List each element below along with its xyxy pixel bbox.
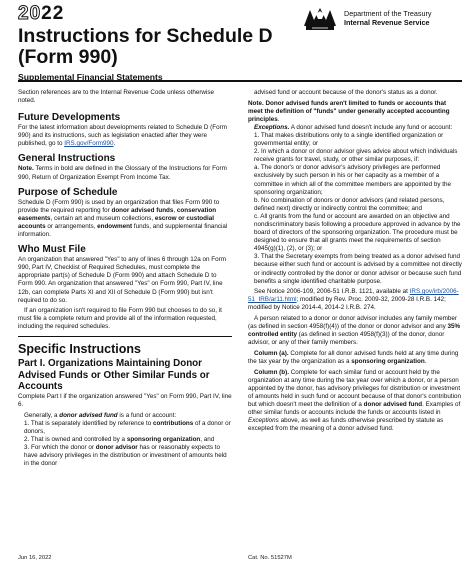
future-developments-text: For the latest information about developments related to Schedule D (Form 990) and its instructions, such as legislation enacted after they were published, go to IRS.gov/Form990. <box>18 124 227 148</box>
column-a-text: Column (a). Complete for all donor advised funds held at any time during the tax year by the organization as a sponsoring organization. <box>248 349 459 365</box>
column-b-text: Column (b). Complete for each similar fund or account held by the organization at any time during the tax year over which a donor, or a person appointed by the donor, has advisory privileges for distribution or investment of amounts held in such fund or account because of that donor's contribution but which doesn't meet the definition of a donor advised fund. Examples of other similar funds or accounts include the funds or accounts listed in Exceptions above, as well as funds otherwise prescribed by statute as excepted from the meaning of a donor advised fund. <box>248 368 461 433</box>
future-developments-heading: Future Developments <box>18 112 121 124</box>
notice-reference: See Notice 2006-109, 2006-51 I.R.B. 1121, available at IRS.gov/irb/2006-51_IRB/ar11.html; modified by Rev. Proc. 2009-32, 2009-28 I.R.B. 142; modified by Notice 2014-4, 2014-2 I.R.B. 274. <box>248 288 459 312</box>
who-must-file-text-2: If an organization isn't required to file Form 990 but chooses to do so, it must file a complete return and provide all of the information requested, including the required schedules. <box>18 307 222 331</box>
intro-text: Section references are to the Internal Revenue Code unless otherwise noted. <box>18 89 215 105</box>
irb-notice-link[interactable]: IRS.gov/irb/2006-51_IRB/ar11.html <box>248 288 459 304</box>
exception-item-1: 1. That makes distributions only to a single identified organization or governmental entity; or <box>254 131 444 148</box>
who-must-file-heading: Who Must File <box>18 244 86 256</box>
definition-item-3: 3. For which the donor or donor advisor has or reasonably expects to have advisory privileges in the distribution or investment of amounts held in the donor <box>24 444 227 468</box>
donor-advised-fund-definition: Generally, a donor advised fund is a fund or account: <box>24 411 177 419</box>
definition-item-1: 1. That is separately identified by reference to contributions of a donor or donors, <box>24 419 231 435</box>
part1-heading: Part I. Organizations Maintaining Donor Advised Funds or Other Similar Funds or Accounts <box>18 358 210 393</box>
who-must-file-text: An organization that answered "Yes" to any of lines 6 through 12a on Form 990, Part IV, Checklist of Required Schedules, must complete the appropriate part(s) of Schedule D (Form 990) and attach Schedule D to Form 990. An organization that answered "Yes" on Form 990, Part IV, line 12b, can complete Parts XI and XII of Schedule D (Form 990) but isn't required to do so. <box>18 256 226 304</box>
document-title: Instructions for Schedule D (Form 990) <box>18 25 273 68</box>
section-divider <box>18 336 232 337</box>
exception-item-2: 2. In which a donor or donor advisor gives advice about which individuals receive grants for travel, study, or other similar purposes, if: <box>254 148 458 164</box>
exception-item-2c: c. All grants from the fund or account are awarded on an objective and nondiscriminatory basis following a procedure approved in advance by the board of directors of the sponsoring organization. The procedure must be designed to ensure that all grants meet the requirements of section 4945(g)(1), (2), or (3); or <box>254 212 461 253</box>
exception-item-3: 3. That the Secretary exempts from being treated as a donor advised fund because either such fund or account is advised by a committee not directly or indirectly controlled by the donor or donor advisor or because such fund benefits a single identified charitable purpose. <box>254 253 462 285</box>
exception-item-2a: a. The donor's or donor advisor's advisory privileges are performed exclusively by such person in his or her capacity as a member of a committee in which all of the committee members are appointed by the sponsoring organization; <box>254 164 452 196</box>
irs-form990-link[interactable]: IRS.gov/Form990 <box>64 140 114 148</box>
specific-instructions-heading: Specific Instructions <box>18 342 141 357</box>
left-column <box>18 89 232 468</box>
purpose-heading: Purpose of Schedule <box>18 186 118 198</box>
exceptions-text: Exceptions. A donor advised fund doesn't include any fund or account: <box>254 123 453 131</box>
irs-eagle-logo-icon <box>302 6 338 32</box>
purpose-text: Schedule D (Form 990) is used by an organization that files Form 990 to provide the required reporting for donor advised funds, conservation easements, certain art and museum collections, escrow or custodial accounts or arrangements, endowment funds, and supplemental financial information. <box>18 198 228 239</box>
footer-date: Jun 16, 2022 <box>18 555 52 561</box>
related-person-text: A person related to a donor or donor advisor includes any family member (as defined in section 4958(f)(4)) of the donor or donor advisor and any 35% controlled entity (as defined in section 4958(f)(3)) of the donor, donor advisor, or any of their family members. <box>248 315 461 347</box>
department-name: Department of the Treasury <box>344 9 432 18</box>
agency-name: Internal Revenue Service <box>344 18 430 27</box>
exception-item-2b: b. No combination of donors or donor advisors (and related persons, defined next) directly or indirectly control the committee; and <box>254 196 445 212</box>
general-instructions-heading: General Instructions <box>18 153 116 165</box>
header-rule <box>18 80 462 82</box>
definition-item-2: 2. That is owned and controlled by a sponsoring organization, and <box>24 435 215 443</box>
continued-text: advised fund or account because of the donor's status as a donor. <box>254 89 438 96</box>
irs-branding <box>302 6 462 34</box>
general-note: Note. Terms in bold are defined in the Glossary of the Instructions for Form 990, Return of Organization Exempt From Income Tax. <box>18 165 227 181</box>
right-column <box>248 89 462 433</box>
donor-funds-note: Note. Donor advised funds aren't limited to funds or accounts that meet the definition of "funds" under generally accepted accounting principles. <box>248 99 450 123</box>
tax-year: 2022 <box>18 3 65 24</box>
footer-catalog-number: Cat. No. 51527M <box>248 555 292 561</box>
part1-text: Complete Part I if the organization answered "Yes" on Form 990, Part IV, line 6. <box>18 392 232 409</box>
document-header <box>18 4 462 86</box>
document-subtitle: Supplemental Financial Statements <box>18 72 163 82</box>
